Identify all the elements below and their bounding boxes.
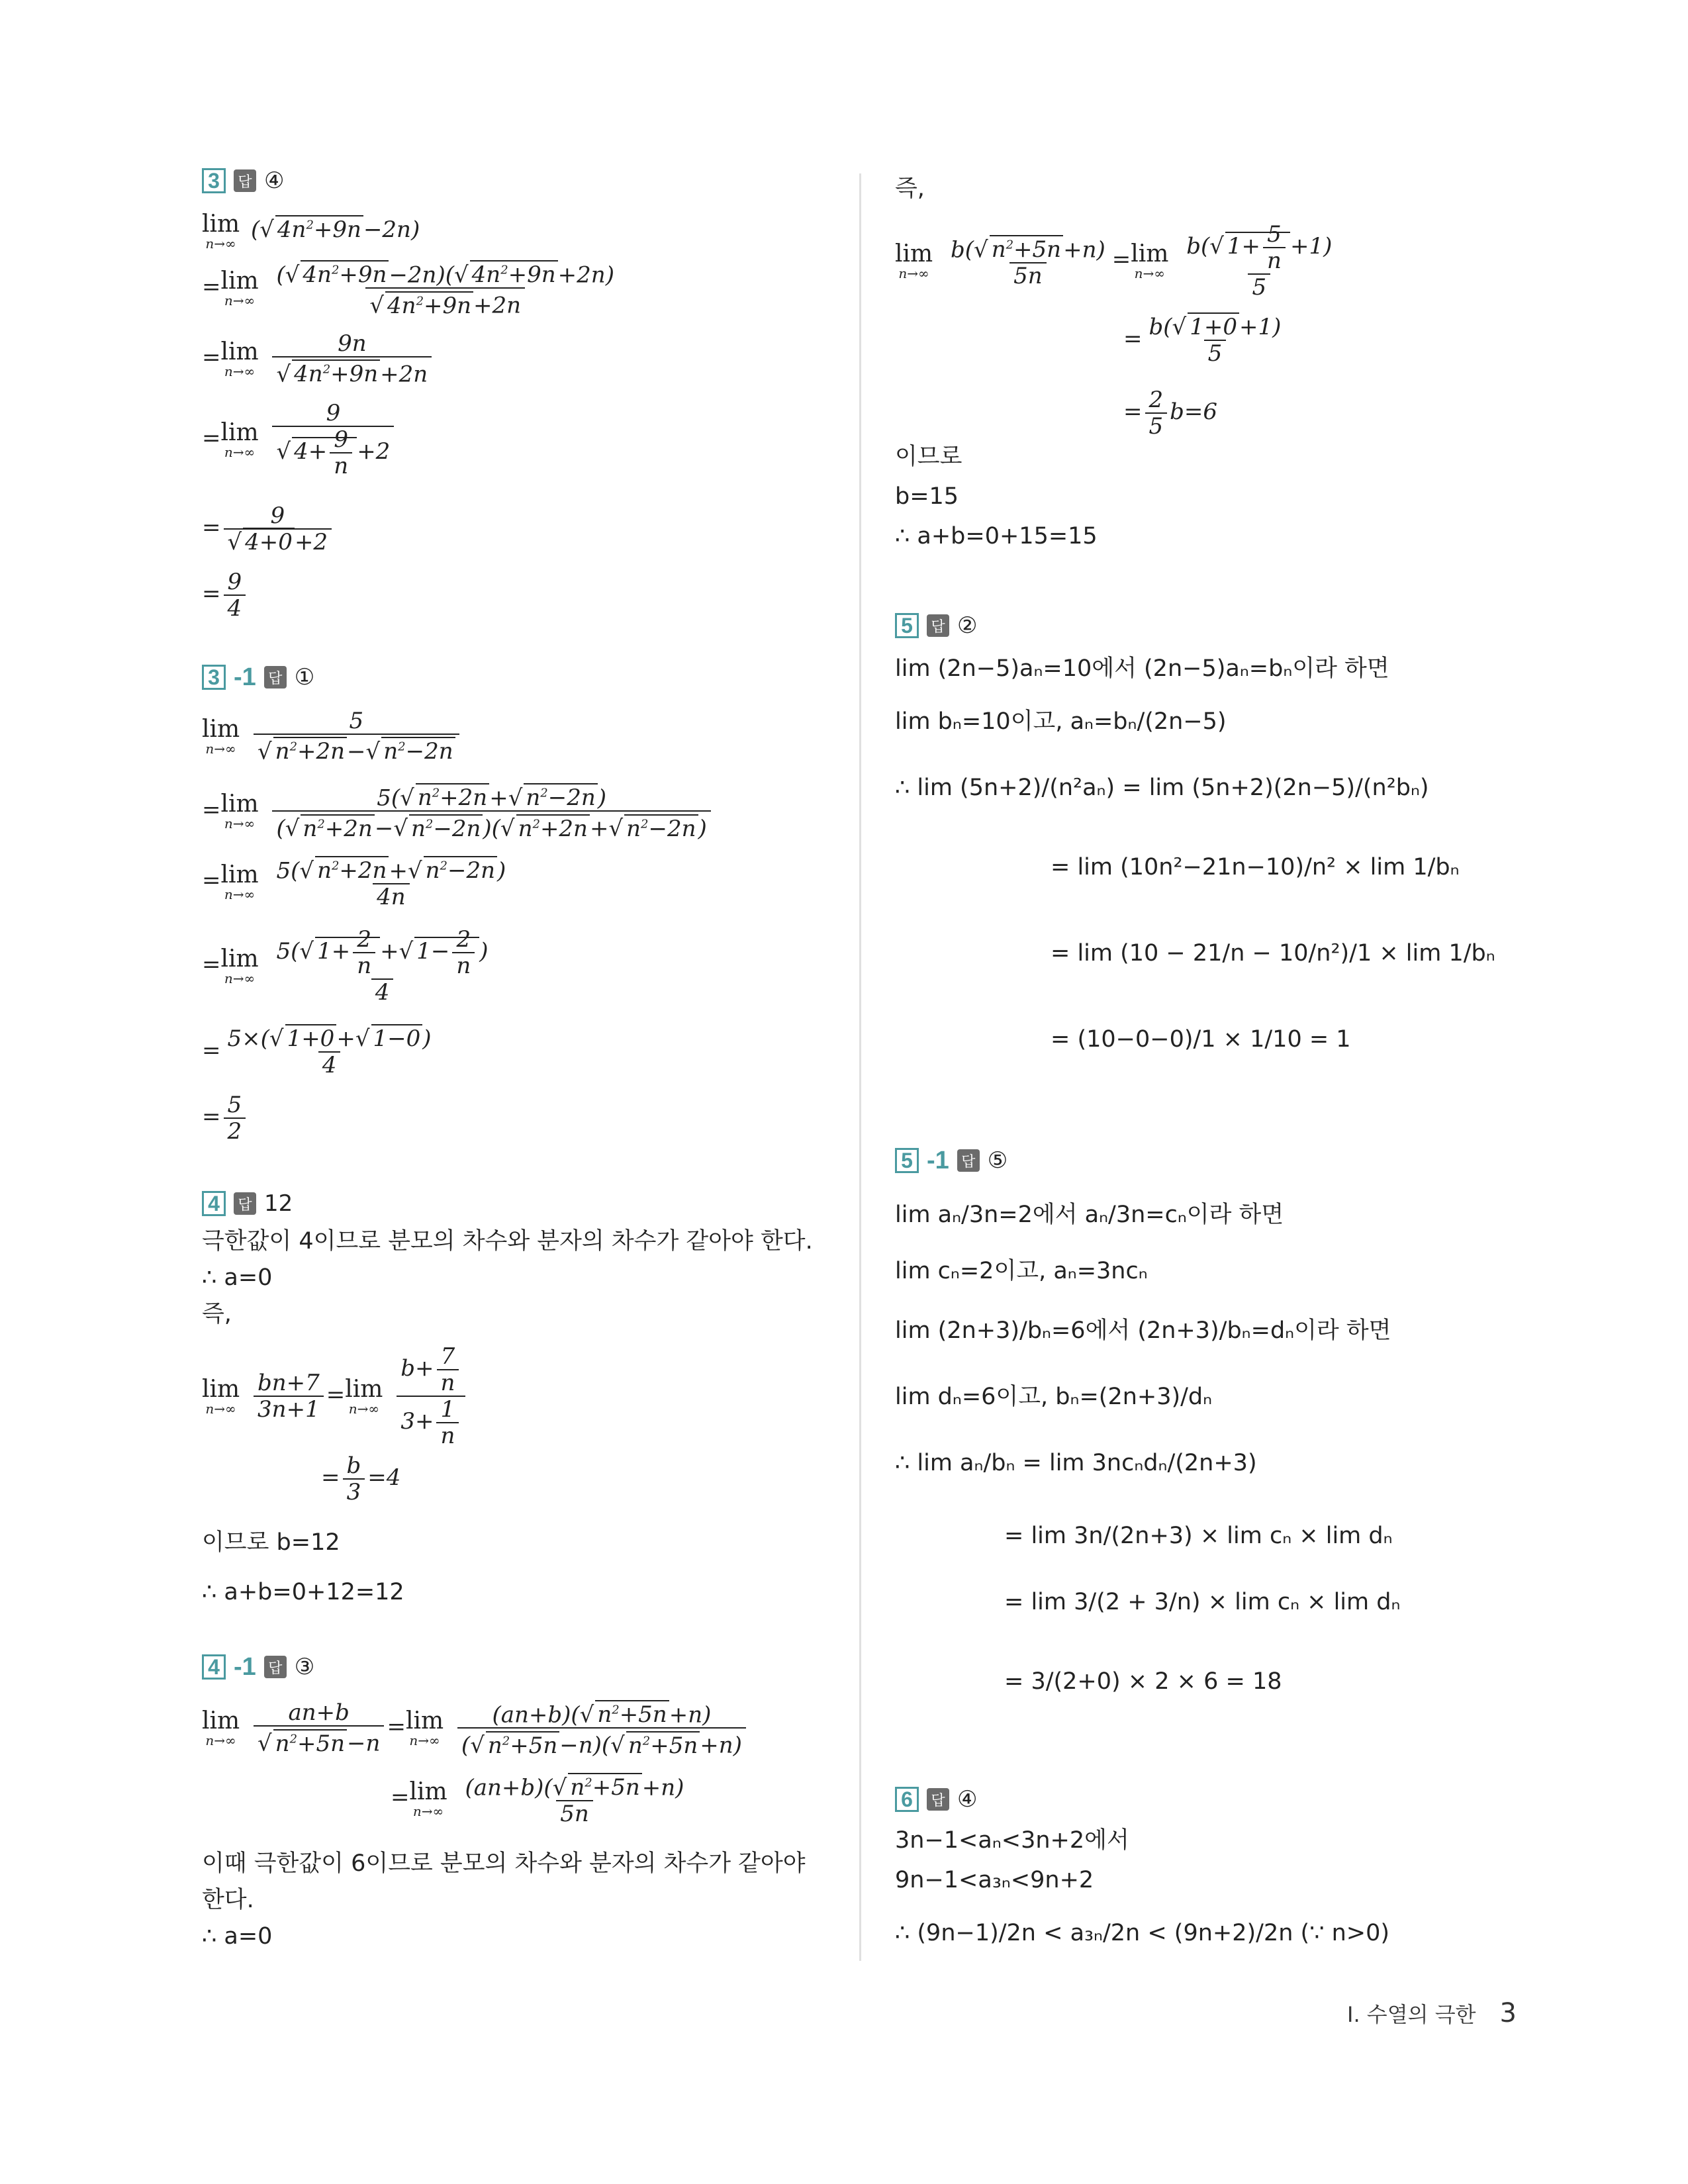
- q4-1-eq-1: lim n→∞ $\frac{an+b}{√ n^2+5n-n}$ = lim n→∞ $\frac{(an+b)(√ n^2+5n+n)}{(√ n^2+5n-n)(√ n^2+5n+n)}$: [202, 1698, 749, 1758]
- q3-step-5: = $\frac{9}{√ 4+0+2}$: [202, 503, 334, 555]
- q6-line-3: ∴ (9n−1)/2n < a₃ₙ/2n < (9n+2)/2n (∵ n>0): [895, 1920, 1390, 1946]
- q4-text-2: ∴ a=0: [202, 1264, 273, 1291]
- q4-eq-2: = $\frac{b}{3}$ =4: [321, 1452, 401, 1505]
- q4-text-5: ∴ a+b=0+12=12: [202, 1579, 404, 1605]
- q5-line-1: lim (2n−5)aₙ=10에서 (2n−5)aₙ=bₙ이라 하면: [895, 655, 1389, 682]
- answer-badge: 답: [264, 666, 287, 688]
- q5-1-line-1: lim aₙ/3n=2에서 aₙ/3n=cₙ이라 하면: [895, 1202, 1284, 1228]
- q3-1-step-5: = $\frac{5\times(√ 1+0+√ 1-0)}{4}$: [202, 1025, 432, 1078]
- q3-number-box: 3: [202, 168, 226, 193]
- q5-eq-3: = lim (10 − 21/n − 10/n²)/1 × lim 1/bₙ: [1051, 940, 1495, 967]
- q3-1-step-6: = $\frac{5}{2}$: [202, 1092, 248, 1144]
- q4-1-text-1: 이때 극한값이 6이므로 분모의 차수와 분자의 차수가 같아야: [202, 1850, 806, 1877]
- q4-1-eq-2: = lim n→∞ $\frac{(an+b)(√ n^2+5n+n)}{5n}$: [391, 1774, 684, 1828]
- answer-badge: 답: [234, 1192, 256, 1215]
- q3-1-step-4: = lim n→∞ 5(√ 1+ $\frac{2}{n}$ +√ 1− $\frac{2}{n}$ ) 4: [202, 926, 489, 1006]
- q5-eq-1: ∴ lim (5n+2)/(n²aₙ) = lim (5n+2)(2n−5)/(n²bₙ): [895, 775, 1429, 801]
- answer-badge: 답: [927, 614, 949, 637]
- q3-1-step-2: = lim n→∞ $\frac{5(√ n^2+2n+√ n^2-2n)}{(√ n^2+2n-√ n^2-2n)(√ n^2+2n+√ n^2-2n)}$: [202, 781, 714, 841]
- q6-number-box: 6: [895, 1787, 919, 1812]
- q3-step-2: = lim n→∞ $\frac{(√ 4n^2+9n-2n)(√ 4n^2+9n+2n)}{√ 4n^2+9n+2n}$: [202, 261, 614, 319]
- q4-eq-1: lim n→∞ $\frac{bn+7}{3n+1}$ = lim n→∞ b+ $\frac{7}{n}$ 3+ $\frac{1}{n}$: [202, 1344, 468, 1448]
- q4-cont-text-2: 이므로: [895, 444, 962, 470]
- q5-1-answer: ⑤: [987, 1147, 1008, 1174]
- q3-1-answer: ①: [294, 664, 315, 690]
- page-footer: [1347, 1998, 1517, 2028]
- q3-1-step-1: lim n→∞ $\frac{5}{√ n^2+2n-√ n^2-2n}$: [202, 708, 462, 764]
- q3-1-step-3: = lim n→∞ $\frac{5(√ n^2+2n+√ n^2-2n)}{4n}$: [202, 857, 506, 911]
- q4-cont-text-4: ∴ a+b=0+15=15: [895, 523, 1098, 549]
- q4-text-1: 극한값이 4이므로 분모의 차수와 분자의 차수가 같아야 한다.: [202, 1228, 813, 1255]
- q3-step-4: = lim n→∞ 9 √ 4+ $\frac{9}{n}$ +2: [202, 401, 397, 479]
- q5-1-number-box: 5: [895, 1148, 919, 1173]
- answer-badge: 답: [234, 169, 256, 192]
- page-number: 3: [1499, 1998, 1517, 2028]
- q3-1-sub: -1: [234, 663, 256, 691]
- q4-number-box: 4: [202, 1191, 226, 1216]
- q3-step-6: = $\frac{9}{4}$: [202, 569, 248, 621]
- q4-cont-eq-2: = $\frac{b(√ 1+0+1)}{5}$: [1123, 314, 1282, 367]
- q5-1-eq-2: = lim 3n/(2n+3) × lim cₙ × lim dₙ: [1004, 1523, 1393, 1549]
- q5-1-line-4: lim dₙ=6이고, bₙ=(2n+3)/dₙ: [895, 1384, 1213, 1410]
- q5-eq-2: = lim (10n²−21n−10)/n² × lim 1/bₙ: [1051, 854, 1460, 880]
- q4-answer: 12: [264, 1190, 293, 1217]
- q3-header: [202, 166, 284, 196]
- q4-1-header: [202, 1652, 314, 1682]
- q5-header: [895, 610, 977, 641]
- q5-eq-4: = (10−0−0)/1 × 1/10 = 1: [1051, 1026, 1351, 1053]
- answer-badge: 답: [957, 1149, 980, 1172]
- q3-answer: ④: [264, 167, 285, 194]
- q5-1-eq-3: = lim 3/(2 + 3/n) × lim cₙ × lim dₙ: [1004, 1589, 1401, 1615]
- q6-line-2: 9n−1<a₃ₙ<9n+2: [895, 1867, 1094, 1893]
- q5-line-2: lim bₙ=10이고, aₙ=bₙ/(2n−5): [895, 708, 1227, 735]
- q4-cont-eq-3: = $\frac{2}{5}$ b=6: [1123, 387, 1218, 440]
- q5-answer: ②: [957, 612, 978, 639]
- q5-number-box: 5: [895, 613, 919, 638]
- answer-badge: 답: [264, 1656, 287, 1678]
- q5-1-header: [895, 1145, 1008, 1176]
- q4-1-text-2: 한다.: [202, 1887, 254, 1913]
- q5-1-sub: -1: [927, 1146, 949, 1174]
- q4-1-answer: ③: [294, 1654, 315, 1680]
- q4-1-text-3: ∴ a=0: [202, 1923, 273, 1950]
- q5-1-line-3: lim (2n+3)/bₙ=6에서 (2n+3)/bₙ=dₙ이라 하면: [895, 1317, 1391, 1344]
- q6-answer: ④: [957, 1786, 978, 1813]
- q4-cont-text-1: 즉,: [895, 175, 925, 202]
- q6-header: [895, 1784, 977, 1815]
- q4-1-sub: -1: [234, 1652, 256, 1681]
- q3-step-3: = lim n→∞ $\frac{9n}{√ 4n^2+9n+2n}$: [202, 331, 434, 387]
- q4-header: [202, 1188, 293, 1219]
- q5-1-eq-1: ∴ lim aₙ/bₙ = lim 3ncₙdₙ/(2n+3): [895, 1450, 1257, 1476]
- q5-1-line-2: lim cₙ=2이고, aₙ=3ncₙ: [895, 1258, 1148, 1284]
- q6-line-1: 3n−1<aₙ<3n+2에서: [895, 1827, 1129, 1854]
- q5-1-eq-4: = 3/(2+0) × 2 × 6 = 18: [1004, 1668, 1282, 1695]
- q3-1-header: [202, 662, 314, 692]
- q4-cont-eq-1: lim n→∞ $\frac{b(√ n^2+5n+n)}{5n}$ = lim n→∞ b(√ 1+ $\frac{5}{n}$ +1) 5: [895, 221, 1333, 301]
- q3-1-number-box: 3: [202, 665, 226, 690]
- answer-badge: 답: [927, 1788, 949, 1811]
- q4-text-3: 즉,: [202, 1301, 232, 1327]
- footer-title: I. 수열의 극한: [1347, 2002, 1476, 2027]
- column-divider: [859, 173, 861, 1961]
- q3-step-1: lim n→∞ (√ $4n^2+9n-2n$): [202, 211, 420, 252]
- q4-text-4: 이므로 b=12: [202, 1529, 340, 1556]
- q4-cont-text-3: b=15: [895, 483, 959, 510]
- q4-1-number-box: 4: [202, 1654, 226, 1680]
